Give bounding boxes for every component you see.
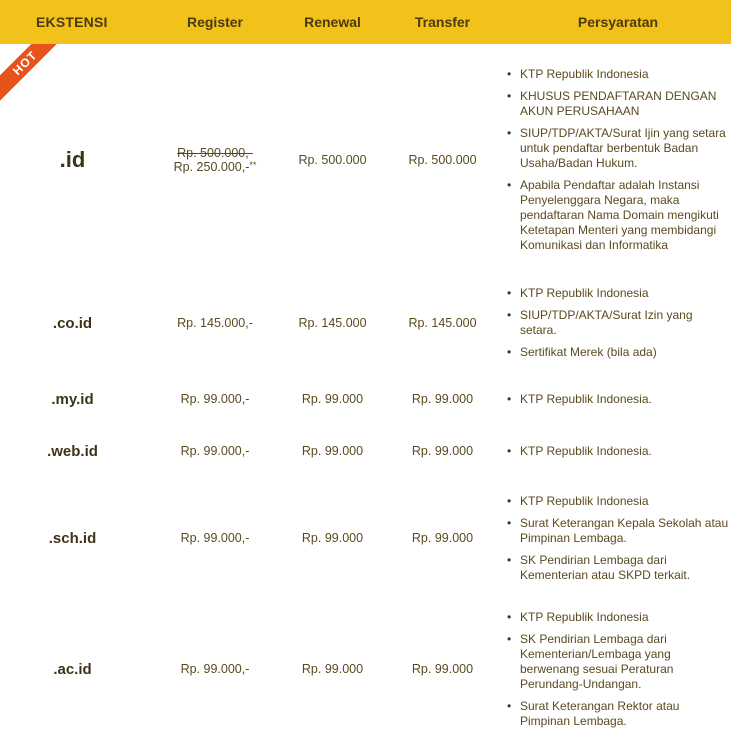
table-row	[0, 441, 731, 461]
register-price-old: Rp. 500.000,-	[177, 146, 253, 160]
requirements-list	[505, 67, 731, 253]
renewal-price: Rp. 145.000	[298, 316, 367, 330]
renewal-price: Rp. 99.000	[301, 662, 364, 676]
register-price: Rp. 99.000,-	[180, 531, 250, 545]
requirement-item: • SK Pendirian Lembaga dari Kementerian/Lembaga yang berwenang sesuai Peraturan Perundang-Undangan.	[505, 632, 731, 692]
extension-name: .my.id	[51, 390, 94, 408]
register-price: Rp. 99.000,-	[180, 444, 250, 458]
table-row	[0, 492, 731, 584]
requirements-list	[505, 444, 731, 459]
requirement-item: • KHUSUS PENDAFTARAN DENGAN AKUN PERUSAHAAN	[505, 89, 731, 119]
register-price	[145, 146, 285, 174]
header-transfer: Transfer	[414, 14, 471, 30]
register-price-promo: Rp. 250.000,-	[173, 160, 250, 174]
requirement-item: • Surat Keterangan Rektor atau Pimpinan Lembaga.	[505, 699, 731, 729]
transfer-price: Rp. 500.000	[408, 153, 477, 167]
table-row	[0, 284, 731, 362]
extension-name: .sch.id	[48, 529, 97, 547]
table-header	[0, 0, 731, 44]
renewal-price: Rp. 99.000	[301, 531, 364, 545]
requirement-item: • KTP Republik Indonesia.	[505, 392, 731, 407]
requirement-item: • KTP Republik Indonesia	[505, 67, 731, 82]
requirements-list	[505, 610, 731, 729]
requirement-item: • SK Pendirian Lembaga dari Kementerian atau SKPD terkait.	[505, 553, 731, 583]
renewal-price: Rp. 99.000	[301, 444, 364, 458]
requirement-item: • Apabila Pendaftar adalah Instansi Penyelenggara Negara, maka pendaftaran Nama Domain mengikuti Ketetapan Menteri yang membidangi Komunikasi dan Informatika	[505, 178, 731, 253]
header-renewal: Renewal	[304, 14, 361, 30]
requirements-list	[505, 494, 731, 583]
table-row	[0, 55, 731, 265]
register-price: Rp. 99.000,-	[180, 662, 250, 676]
register-footnote-mark: **	[249, 160, 257, 170]
transfer-price: Rp. 99.000	[411, 531, 474, 545]
table-row	[0, 389, 731, 409]
requirement-item: • SIUP/TDP/AKTA/Surat Ijin yang setara untuk pendaftar berbentuk Badan Usaha/Badan Hukum.	[505, 126, 731, 171]
transfer-price: Rp. 145.000	[408, 316, 477, 330]
extension-name: .id	[59, 147, 86, 172]
requirements-list	[505, 286, 731, 360]
requirements-list	[505, 392, 731, 407]
extension-name: .web.id	[47, 442, 98, 460]
extension-name: .co.id	[52, 314, 93, 332]
requirement-item: • Surat Keterangan Kepala Sekolah atau Pimpinan Lembaga.	[505, 516, 731, 546]
requirement-item: • SIUP/TDP/AKTA/Surat Izin yang setara.	[505, 308, 731, 338]
extension-name: .ac.id	[53, 660, 92, 678]
renewal-price: Rp. 500.000	[298, 153, 367, 167]
register-price: Rp. 145.000,-	[177, 316, 253, 330]
header-requirements: Persyaratan	[577, 14, 659, 30]
requirement-item: • KTP Republik Indonesia	[505, 494, 731, 509]
table-row	[0, 608, 731, 730]
transfer-price: Rp. 99.000	[411, 444, 474, 458]
transfer-price: Rp. 99.000	[411, 392, 474, 406]
renewal-price: Rp. 99.000	[301, 392, 364, 406]
register-price: Rp. 99.000,-	[180, 392, 250, 406]
requirement-item: • Sertifikat Merek (bila ada)	[505, 345, 731, 360]
requirement-item: • KTP Republik Indonesia	[505, 610, 731, 625]
hot-badge: HOT	[0, 44, 60, 104]
requirement-item: • KTP Republik Indonesia.	[505, 444, 731, 459]
header-extension: EKSTENSI	[36, 14, 108, 30]
requirement-item: • KTP Republik Indonesia	[505, 286, 731, 301]
transfer-price: Rp. 99.000	[411, 662, 474, 676]
header-register: Register	[186, 14, 244, 30]
